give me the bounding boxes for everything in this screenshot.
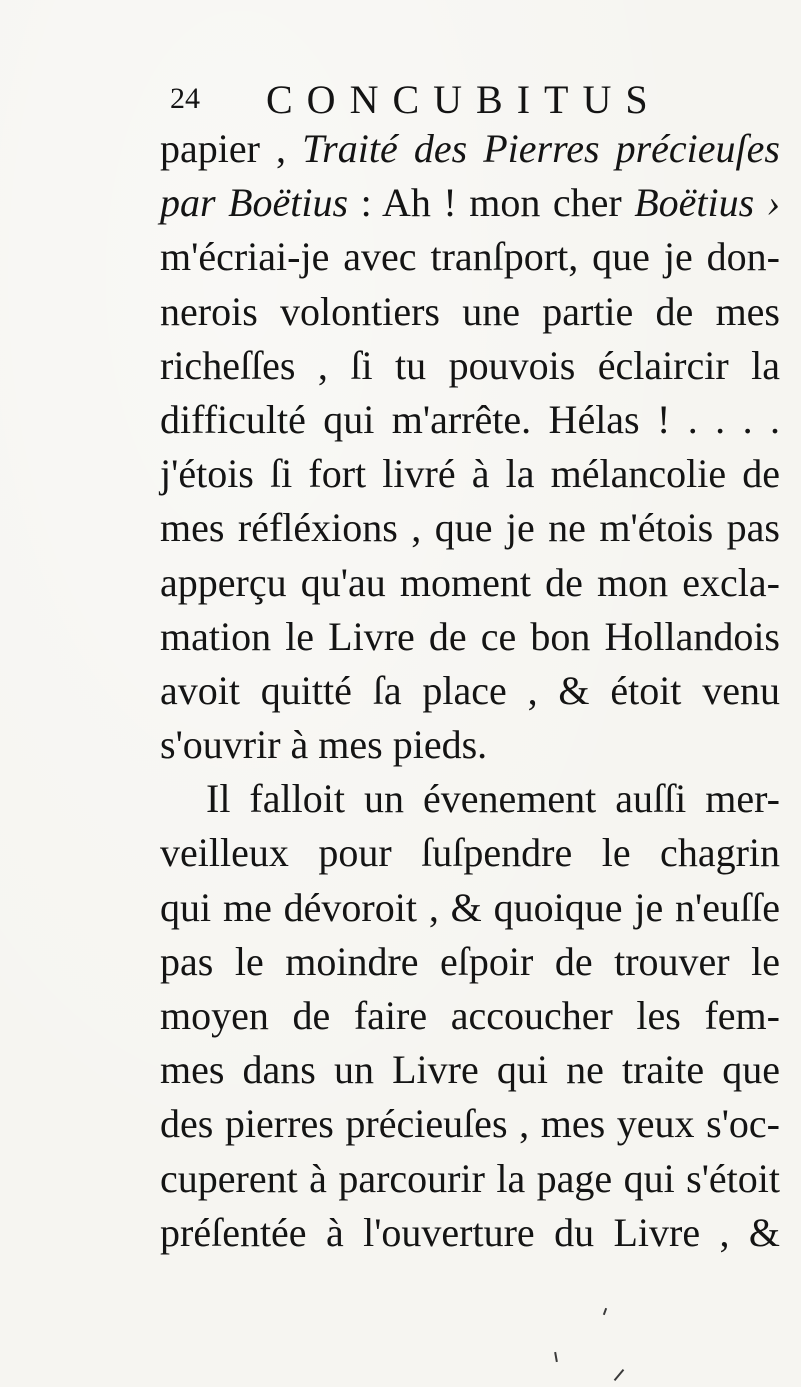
text-line: [160, 556, 780, 610]
text-run: apperçu qu'au moment de mon excla-: [160, 559, 780, 605]
text-run: des pierres précieuſes , mes yeux s'oc-: [160, 1101, 780, 1147]
text-line: [160, 447, 780, 501]
ink-speck: [554, 1352, 558, 1362]
page-header: [170, 78, 690, 122]
ink-speck: [614, 1369, 625, 1381]
italic-text: Traité des Pierres précieuſes: [302, 126, 780, 171]
text-run: avoit quitté ſa place , & étoit venu: [160, 667, 780, 713]
ink-speck: [603, 1308, 607, 1315]
running-head: CONCUBITUS: [266, 77, 662, 122]
text-run: mes dans un Livre qui ne traite que: [160, 1047, 780, 1093]
text-run: Il falloit un évenement auſſi mer-: [206, 776, 780, 822]
text-line: [160, 610, 780, 664]
text-line: [160, 935, 780, 989]
text-line: [160, 1206, 780, 1260]
text-line: [160, 664, 780, 718]
text-line: [160, 339, 780, 393]
text-run: pas le moindre eſpoir de trouver le: [160, 938, 780, 984]
page-number: 24: [170, 82, 200, 115]
text-line: [160, 1152, 780, 1206]
text-line: [160, 393, 780, 447]
text-line: [160, 772, 780, 826]
text-run: qui me dévoroit , & quoique je n'euſſe: [160, 884, 780, 930]
text-run: papier ,: [160, 126, 303, 171]
text-line: [160, 881, 780, 935]
text-run: préſentée à l'ouverture du Livre , &: [160, 1209, 780, 1255]
text-line: [160, 1043, 780, 1097]
text-line: [160, 826, 780, 880]
text-run: cuperent à parcourir la page qui s'étoit: [160, 1155, 780, 1201]
text-run: j'étois ſi fort livré à la mélancolie de: [160, 451, 780, 497]
text-run: s'ouvrir à mes pieds.: [160, 722, 488, 768]
text-run: difficulté qui m'arrête. Hélas ! . . . .: [160, 396, 780, 442]
text-line: [160, 989, 780, 1043]
text-run: mation le Livre de ce bon Hollandois: [160, 613, 780, 659]
text-run: veilleux pour ſuſpendre le chagrin: [160, 830, 780, 876]
italic-text: par Boëtius: [160, 180, 349, 226]
text-line: [160, 230, 780, 284]
text-run: m'écriai-je avec tranſport, que je don-: [160, 234, 780, 280]
body-text: [160, 122, 780, 1260]
text-line: [160, 176, 780, 230]
text-run: mes réfléxions , que je ne m'étois pas: [160, 505, 780, 551]
text-line: [160, 1097, 780, 1151]
italic-text: Boëtius ›: [634, 180, 780, 226]
text-run: : Ah ! mon cher: [348, 180, 635, 226]
text-run: richeſſes , ſi tu pouvois éclaircir la: [160, 342, 780, 388]
text-run: moyen de faire accoucher les fem-: [160, 993, 780, 1038]
text-line: [160, 122, 780, 176]
text-line: [160, 501, 780, 555]
text-line: [160, 285, 780, 339]
text-run: nerois volontiers une partie de mes: [160, 288, 780, 334]
text-line: [160, 718, 780, 772]
